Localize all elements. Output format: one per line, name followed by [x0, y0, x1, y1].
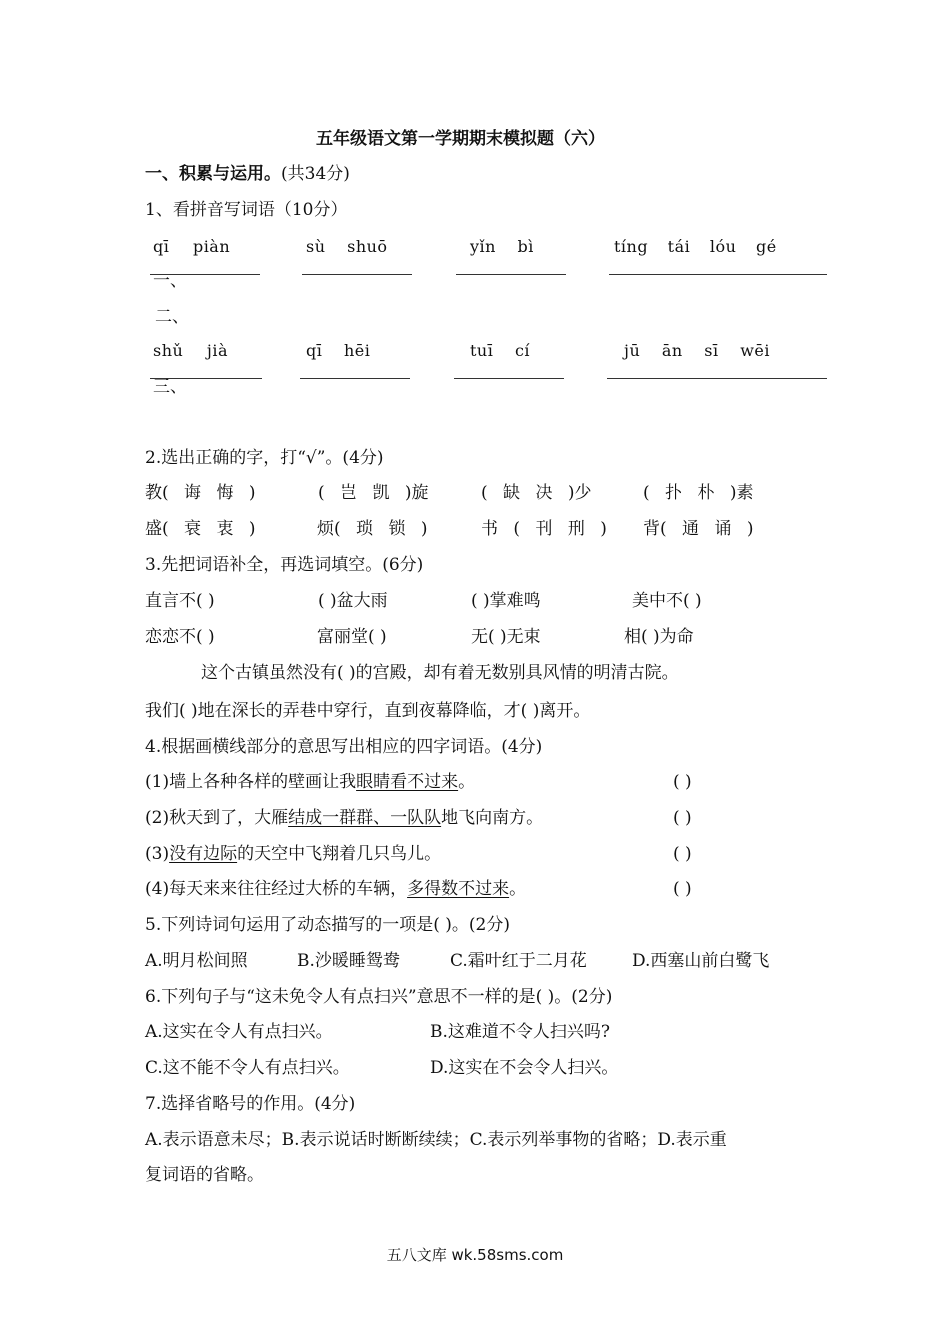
q4-underlined: 结成一群群、一队队 — [288, 808, 442, 828]
section-points: (共34分) — [281, 164, 350, 184]
idiom-blank[interactable]: 相( )为命 — [624, 627, 694, 647]
question-2-heading: 2.选出正确的字，打“√”。(4分) — [145, 448, 384, 468]
q4-item — [145, 843, 441, 865]
choice-item[interactable]: ( 扑 朴 )素 — [643, 483, 754, 503]
answer-line[interactable] — [300, 378, 410, 379]
choice-item[interactable]: 教( 诲 悔 ) — [145, 483, 256, 503]
q4-item — [145, 878, 526, 900]
answer-blank[interactable]: ( ) — [673, 879, 692, 899]
answer-line[interactable] — [454, 378, 564, 379]
option-c[interactable]: C.这不能不令人有点扫兴。 — [145, 1058, 350, 1078]
footer-watermark: 五八文库 wk.58sms.com — [386, 1246, 564, 1264]
section-heading — [145, 163, 350, 185]
marker-1: 一、 — [153, 271, 187, 291]
idiom-blank[interactable]: 恋恋不( ) — [145, 627, 215, 647]
answer-line[interactable] — [302, 274, 412, 275]
q4-underlined: 没有边际 — [169, 844, 238, 864]
marker-2: 二、 — [155, 307, 189, 327]
answer-line[interactable] — [609, 274, 827, 275]
q4-item-text: (1)墙上各种各样的壁画让我 — [145, 772, 357, 792]
question-3-heading: 3.先把词语补全，再选词填空。(6分) — [145, 555, 424, 575]
answer-line[interactable] — [456, 274, 566, 275]
section-title: 一、积累与运用。 — [145, 164, 281, 184]
q4-item-text: 地飞向南方。 — [441, 808, 544, 828]
question-5-heading: 5.下列诗词句运用了动态描写的一项是( )。(2分) — [145, 915, 510, 935]
option-b[interactable]: B.沙暖睡鸳鸯 — [297, 951, 400, 971]
pinyin-4: tíng tái lóu gé — [614, 237, 777, 256]
question-7-heading: 7.选择省略号的作用。(4分) — [145, 1094, 356, 1114]
option-d[interactable]: D.这实在不会令人扫兴。 — [430, 1058, 619, 1078]
q4-item-text: 。 — [458, 772, 476, 792]
page-title: 五年级语文第一学期期末模拟题（六） — [316, 129, 605, 149]
q4-item-text: (3) — [145, 844, 170, 864]
question-1-heading: 1、看拼音写词语（10分） — [145, 200, 348, 220]
q4-item-text: (4)每天来来往往经过大桥的车辆， — [145, 879, 408, 899]
choice-item[interactable]: 背( 通 诵 ) — [643, 519, 754, 539]
idiom-blank[interactable]: 富丽堂( ) — [317, 627, 387, 647]
choice-item[interactable]: ( 岂 凯 )旋 — [318, 483, 429, 503]
option-d[interactable]: D.西塞山前白鹭飞 — [632, 951, 770, 971]
idiom-blank[interactable]: ( )掌难鸣 — [471, 591, 541, 611]
answer-blank[interactable]: ( ) — [673, 772, 692, 792]
q4-item-text: 的天空中飞翔着几只鸟儿。 — [237, 844, 442, 864]
marker-3: 三、 — [153, 377, 187, 397]
q7-line-1: A.表示语意未尽；B.表示说话时断断续续；C.表示列举事物的省略；D.表示重 — [145, 1130, 727, 1150]
idiom-blank[interactable]: ( )盆大雨 — [318, 591, 388, 611]
option-c[interactable]: C.霜叶红于二月花 — [450, 951, 587, 971]
pinyin-7: tuī cí — [470, 341, 531, 360]
pinyin-5: shǔ jià — [153, 341, 229, 360]
idiom-blank[interactable]: 直言不( ) — [145, 591, 215, 611]
answer-blank[interactable]: ( ) — [673, 844, 692, 864]
option-b[interactable]: B.这难道不令人扫兴吗? — [430, 1022, 611, 1042]
idiom-blank[interactable]: 无( )无束 — [471, 627, 541, 647]
option-a[interactable]: A.明月松间照 — [145, 951, 248, 971]
q4-item-text: 。 — [509, 879, 527, 899]
choice-item[interactable]: 书 ( 刊 刑 ) — [481, 519, 607, 539]
q4-item-text: (2)秋天到了，大雁 — [145, 808, 289, 828]
q4-item — [145, 807, 543, 829]
idiom-blank[interactable]: 美中不( ) — [632, 591, 702, 611]
pinyin-8: jū ān sī wēi — [624, 341, 770, 360]
pinyin-6: qī hēi — [306, 341, 371, 360]
choice-item[interactable]: ( 缺 决 )少 — [481, 483, 592, 503]
choice-item[interactable]: 盛( 衰 衷 ) — [145, 519, 256, 539]
answer-line[interactable] — [607, 378, 827, 379]
question-4-heading: 4.根据画横线部分的意思写出相应的四字词语。(4分) — [145, 737, 543, 757]
q4-underlined: 眼睛看不过来 — [356, 772, 459, 792]
question-6-heading: 6.下列句子与“这未免令人有点扫兴”意思不一样的是( )。(2分) — [145, 987, 613, 1007]
fill-sentence-1[interactable]: 这个古镇虽然没有( )的宫殿，却有着无数别具风情的明清古院。 — [201, 663, 679, 683]
q7-line-2: 复词语的省略。 — [145, 1165, 264, 1185]
q4-underlined: 多得数不过来 — [407, 879, 510, 899]
pinyin-2: sù shuō — [306, 237, 388, 256]
q4-item — [145, 771, 475, 793]
pinyin-1: qī piàn — [153, 237, 231, 256]
pinyin-3: yǐn bì — [470, 237, 534, 256]
choice-item[interactable]: 烦( 琐 锁 ) — [317, 519, 428, 539]
option-a[interactable]: A.这实在令人有点扫兴。 — [145, 1022, 333, 1042]
answer-blank[interactable]: ( ) — [673, 808, 692, 828]
fill-sentence-2[interactable]: 我们( )地在深长的弄巷中穿行，直到夜幕降临，才( )离开。 — [145, 701, 591, 721]
